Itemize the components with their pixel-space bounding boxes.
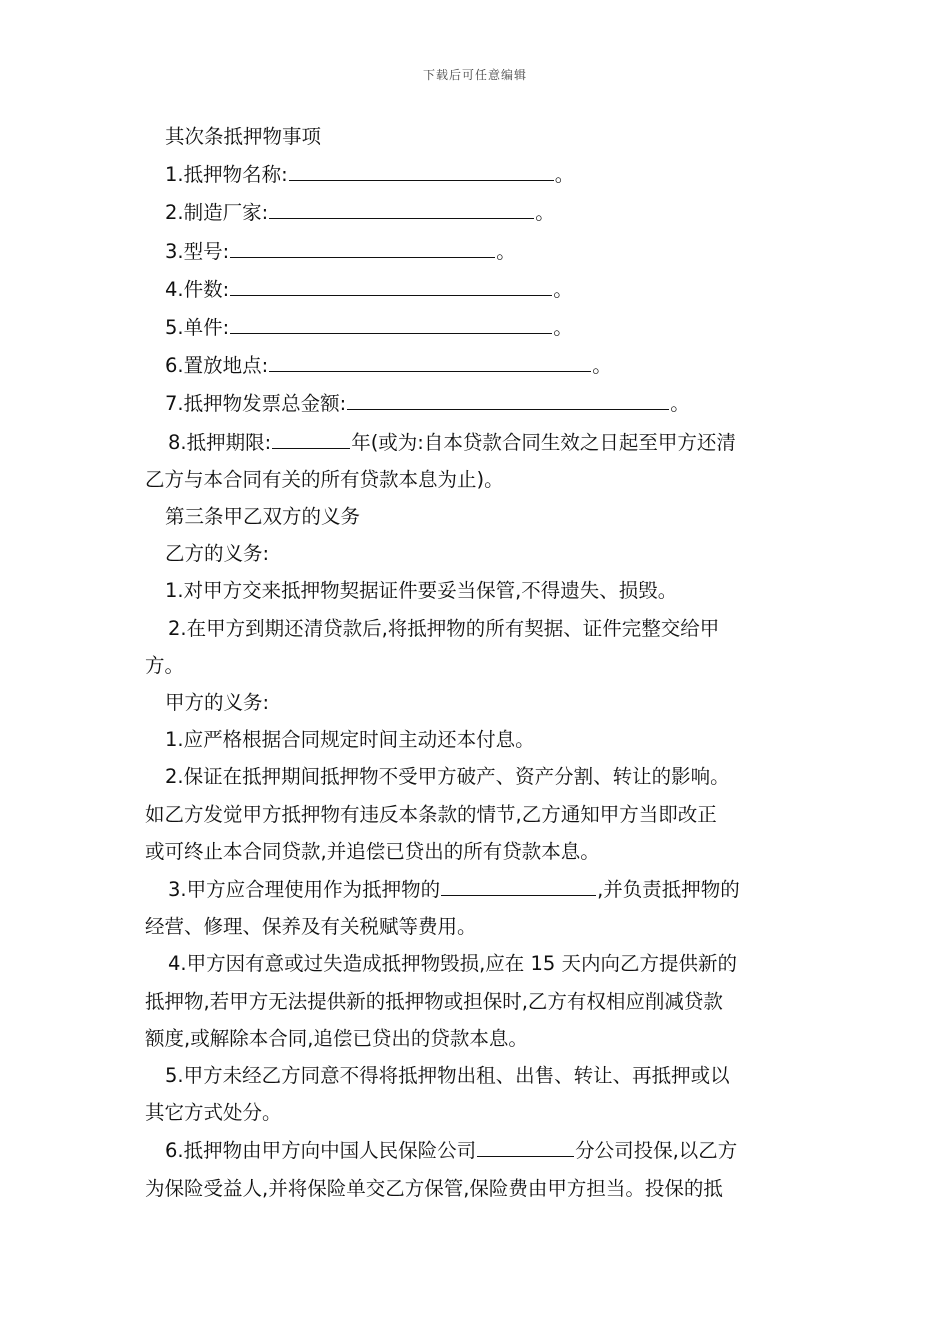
paragraph-line: 经营、修理、保养及有关税赋等费用。 — [145, 915, 477, 939]
paragraph-line: 为保险受益人,并将保险单交乙方保管,保险费由甲方担当。投保的抵 — [145, 1176, 723, 1200]
paragraph-line: 5.甲方未经乙方同意不得将抵押物出租、出售、转让、再抵押或以 — [165, 1064, 730, 1088]
blank-field[interactable] — [441, 870, 596, 896]
manufacturer-line: 2.制造厂家: 。 — [145, 193, 810, 231]
section-heading: 其次条抵押物事项 — [165, 125, 322, 148]
paragraph-line: 2.保证在抵押期间抵押物不受甲方破产、资产分割、转让的影响。 — [165, 765, 730, 789]
blank-field[interactable] — [230, 232, 495, 258]
document-body — [145, 118, 810, 1207]
blank-field[interactable] — [230, 308, 552, 334]
insurance-line: 6.抵押物由甲方向中国人民保险公司 分公司投保,以乙方 — [145, 1131, 810, 1169]
subheading: 乙方的义务: — [165, 542, 270, 566]
paragraph-line: 1.对甲方交来抵押物契据证件要妥当保管,不得遗失、损毁。 — [165, 579, 678, 603]
quantity-line: 4.件数: 。 — [145, 270, 810, 308]
blank-field[interactable] — [272, 423, 350, 449]
blank-field[interactable] — [477, 1131, 574, 1157]
paragraph-line: 额度,或解除本合同,追偿已贷出的贷款本息。 — [145, 1026, 528, 1050]
paragraph-line: 其它方式处分。 — [145, 1101, 282, 1125]
blank-field[interactable] — [347, 384, 669, 410]
blank-field[interactable] — [230, 270, 552, 296]
paragraph-line: 2.在甲方到期还清贷款后,将抵押物的所有契据、证件完整交给甲 — [168, 616, 720, 640]
usage-line: 3.甲方应合理使用作为抵押物的 ,并负责抵押物的 — [145, 870, 810, 908]
collateral-name-line: 1.抵押物名称: 。 — [145, 155, 810, 193]
blank-field[interactable] — [269, 193, 534, 219]
model-line: 3.型号: 。 — [145, 232, 810, 270]
paragraph-line: 4.甲方因有意或过失造成抵押物毁损,应在 15 天内向乙方提供新的 — [168, 952, 738, 976]
location-line: 6.置放地点: 。 — [145, 346, 810, 384]
invoice-amount-line: 7.抵押物发票总金额: 。 — [145, 384, 810, 422]
section-heading: 第三条甲乙双方的义务 — [165, 505, 361, 529]
unit-line: 5.单件: 。 — [145, 308, 810, 346]
term-line: 8.抵押期限: 年(或为:自本贷款合同生效之日起至甲方还清 — [145, 423, 810, 461]
paragraph-line: 抵押物,若甲方无法提供新的抵押物或担保时,乙方有权相应削减贷款 — [145, 989, 723, 1013]
paragraph-line: 1.应严格根据合同规定时间主动还本付息。 — [165, 728, 535, 752]
blank-field[interactable] — [289, 155, 554, 181]
paragraph-line: 或可终止本合同贷款,并追偿已贷出的所有贷款本息。 — [145, 839, 600, 863]
paragraph-line: 乙方与本合同有关的所有贷款本息为止)。 — [145, 467, 504, 491]
blank-field[interactable] — [269, 346, 591, 372]
paragraph-line: 如乙方发觉甲方抵押物有违反本条款的情节,乙方通知甲方当即改正 — [145, 802, 717, 826]
subheading: 甲方的义务: — [165, 691, 270, 715]
page-header: 下载后可任意编辑 — [422, 68, 527, 82]
paragraph-line: 方。 — [145, 653, 185, 677]
